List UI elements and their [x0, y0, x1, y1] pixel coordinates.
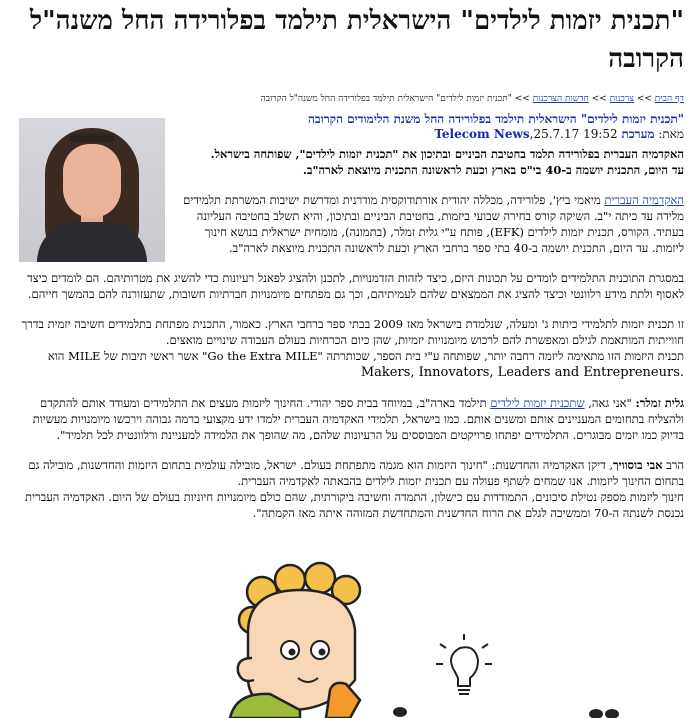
source-prefix: מערכת: [621, 127, 655, 141]
article-body: [16, 146, 684, 535]
article-subtitle: "תכנית יזמות לילדים" הישראלית תילמד בפלורידה החל משנת הלימודים הקרובה: [308, 112, 684, 126]
paragraph-5: [16, 457, 684, 521]
lead-line-2: עד היום, התכנית יושמה ב-40 בי"ס בארץ וכעת לראשונה התכנית מיוצאת לארה"ב.: [302, 163, 684, 177]
paragraph-4: [16, 395, 684, 443]
lead-line-1: האקדמיה העברית בפלורידה תלמד בחטיבת הביניים ובתיכון את "תכנית יזמות לילדים", שפותחה בישראל.: [210, 147, 684, 161]
dean-name: אבי בוסוויך: [613, 458, 663, 472]
kid-illustration: [0, 560, 698, 718]
paragraph-1: [176, 192, 684, 256]
source-name[interactable]: Telecom News: [434, 127, 530, 141]
breadcrumb-separator: >>: [636, 94, 652, 104]
mile-acronym: Makers, Innovators, Leaders and Entrepreneurs.: [360, 365, 684, 380]
breadcrumb-separator: >>: [591, 94, 607, 104]
academy-link[interactable]: האקדמיה העברית: [604, 193, 684, 207]
dean-quote-b: חינוך ליזמות מספק נטילת סיכונים, התמודדות עם כישלון, התמדה וחשיבה ביקורתית, שהם כולם מיומנויות חיוניות בעולם של היום. האקדמיה העברית נכנסת לשנתה ה-70 וממשיכה לגלם את הרוח החדשנית והמתחדשת המזוהה איתה מאז הקמתה".: [25, 490, 684, 520]
breadcrumb-consumer[interactable]: צרכנות: [609, 94, 634, 104]
paragraph-3: [16, 316, 684, 381]
quote-text-a: "אני גאה,: [584, 396, 636, 410]
quote-author: גלית זמלר:: [635, 396, 684, 410]
article-title: "תכנית יזמות לילדים" הישראלית תילמד בפלורידה החל משנה"ל הקרובה: [29, 6, 684, 74]
breadcrumb-current: "תכנית יזמות לילדים" הישראלית תילמד בפלורידה החל משנה"ל הקרובה: [260, 94, 512, 104]
paragraph-1-text: מיאמי ביץ', פלורידה, מכללה יהודית אורתודוקסית מודרנית ומדרשת ישיבות המשרתת תלמידים מלידה עד כיתה י"ב. השיקה קורס בחירה שבועי ביזמות, בחטיבת הביניים ובתיכון, והיא תשלב בחטיבה העליונה בעתיד. הקורס, תכנית יזמות לילדים (EFK), פותח ע"י גלית זמלר, (בתמונה), מומחית ישראלית בנושא חינוך ליזמות. עד היום, התכנית יושמה ב-40 בתי ספר ברחבי הארץ וכעת לראשונה התכנית מיוצאת לארה"ב.: [183, 193, 684, 255]
breadcrumb-news[interactable]: חדשות הצרכנות: [532, 94, 589, 104]
rabbi-prefix: הרב: [662, 458, 684, 472]
article-time: 19:52: [583, 127, 618, 141]
quote-text-b: תילמד בארה"ב, במיוחד בבית ספר יהודי. החינוך ליזמות מעצים את התלמידים ומעודד אותם להתקדם ולהצליח בתחומים המעניינים אותם ומשנים אותם. כמו בישראל, תלמידי האקדמיה העברית ילמדו ידע מקצועי ברמה גבוהה וירכשו מיומנויות מעשיות בדיוק כמו יזמים מבוגרים. התלמידים יפתחו פרויקטים המבוססים על הרעיונות שלהם, מה שהופך את הלמידה למעניינת ורלוונטית לכל תלמיד".: [32, 396, 684, 442]
from-label: מאת:: [658, 127, 684, 141]
paragraph-3b-text: תכנית היזמות הזו מתאימה ליזמה רחבה יותר, שפותחה ע"י בית הספר, שכותרתה "Go the Extra MILE" אשר ראשי תיבות של MILE הוא: [47, 349, 684, 363]
dean-quote-a: , דיקן האקדמיה והחדשנות: "חינוך היזמות הוא מגמה מתפתחת בעולם. ישראל, מובילה עולמית בתחום היזמות והחדשנות, מובילה גם בתחום החינוך ליזמות. אנו שמחים לשתף פעולה עם תכנית יזמות לילדים בהבאתה לאקדמיה העברית.: [28, 458, 684, 488]
breadcrumb: [16, 92, 684, 106]
breadcrumb-home[interactable]: דף הבית: [654, 94, 684, 104]
paragraph-3-text: זו תכנית יזמות לתלמידי כיתות ג' ומעלה, שנלמדת בישראל מאז 2009 בבתי ספר ברחבי הארץ. כאמור, התכנית מפתחת בתלמידים חשיבה יזמית בדרך חווייתית המותאמת לגילם ומאפשרת להם לרכוש מיומנויות יזמיות, שהן כיום הכרחיות בעולם העבודה שינויים מואצים.: [21, 317, 684, 347]
article-date: ,25.7.17: [529, 127, 580, 141]
lead-paragraph: [176, 146, 684, 178]
paragraph-2: במסגרת התוכנית התלמידים לומדים על תכונות היזם, כיצד לזהות הזדמנויות, לתכנן ולהציג לפאנל רעיונות כדי להשיג את מטרותיהם. הם לומדים כיצד לאסוף ולתת מידע רלוונטי וכיצד להציג את הממצאים שלהם לעמיתיהם, וכך גם מפתחים מיומנויות חברתיות חשובות, שתעזורנה להם בהמשך חייהם.: [27, 271, 684, 301]
breadcrumb-separator: >>: [514, 94, 530, 104]
program-link[interactable]: שתכנית יזמות לילדים: [490, 396, 585, 410]
